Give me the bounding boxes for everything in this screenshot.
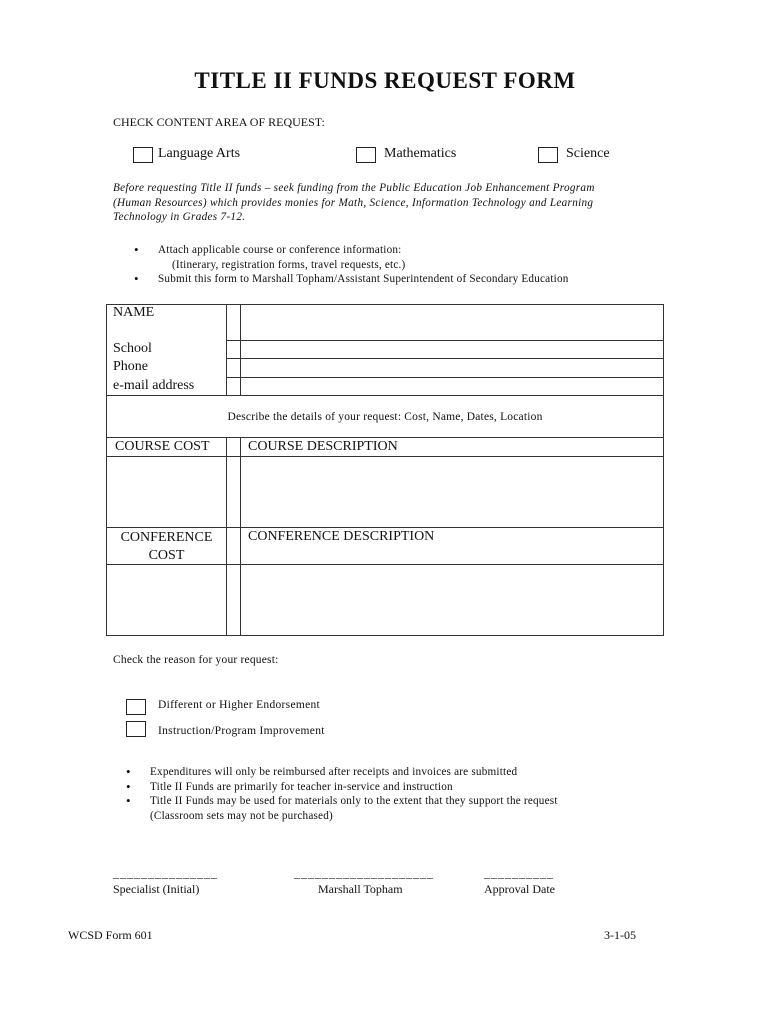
form-date: 3-1-05 (604, 928, 636, 942)
topham-signature-line[interactable]: ____________________ (294, 866, 434, 880)
notes-list (126, 764, 660, 823)
specialist-signature-line[interactable]: _______________ (113, 866, 218, 880)
conference-cost-label: CONFERENCE COST (120, 530, 213, 563)
describe-instructions: Describe the details of your request: Cost, Name, Dates, Location (227, 411, 543, 423)
science-label: Science (566, 146, 610, 161)
bullet-icon: • (134, 271, 139, 286)
page-title: TITLE II FUNDS REQUEST FORM (194, 68, 576, 93)
intro-paragraph: Before requesting Title II funds – seek funding from the Public Education Job Enhancement Program (Human Resources) which provides monies for Math, Science, Information Technology and Learning Technology in Grades 7-12. (113, 182, 595, 223)
note-item: • Title II Funds may be used for materials only to the extent that they support the request (126, 793, 558, 808)
topham-label: Marshall Topham (318, 882, 403, 896)
school-label: School (113, 341, 152, 356)
conference-description-label: CONFERENCE DESCRIPTION (248, 529, 435, 544)
instruction-item: • Submit this form to Marshall Topham/Assistant Superintendent of Secondary Education (134, 271, 569, 286)
email-field[interactable] (242, 379, 662, 394)
approval-date-line[interactable]: __________ (484, 866, 554, 880)
note-item: • Expenditures will only be reimbursed after receipts and invoices are submitted (126, 764, 518, 779)
mathematics-label: Mathematics (384, 146, 457, 161)
form-id: WCSD Form 601 (68, 928, 153, 942)
bullet-icon: • (126, 764, 131, 779)
instruction-improvement-label: Instruction/Program Improvement (158, 725, 325, 737)
science-checkbox[interactable] (538, 147, 558, 163)
name-label: NAME (113, 305, 155, 320)
instruction-item: • Attach applicable course or conference information: (134, 242, 402, 257)
endorsement-checkbox[interactable] (126, 699, 146, 715)
name-field[interactable] (242, 306, 662, 339)
reason-heading: Check the reason for your request: (113, 654, 279, 666)
school-field[interactable] (242, 342, 662, 357)
phone-field[interactable] (242, 360, 662, 376)
conference-description-field[interactable] (242, 566, 662, 634)
note-subitem: (Classroom sets may not be purchased) (150, 809, 333, 822)
conference-cost-field[interactable] (108, 566, 225, 634)
phone-label: Phone (113, 359, 148, 374)
approval-date-label: Approval Date (484, 882, 555, 896)
course-cost-field[interactable] (108, 458, 225, 526)
course-description-field[interactable] (242, 458, 662, 526)
specialist-label: Specialist (Initial) (113, 882, 200, 896)
instruction-subitem: (Itinerary, registration forms, travel requests, etc.) (172, 258, 406, 271)
bullet-icon: • (126, 778, 131, 794)
instructions-list (134, 242, 658, 287)
instruction-improvement-checkbox[interactable] (126, 721, 146, 737)
language-arts-label: Language Arts (158, 146, 241, 161)
language-arts-checkbox[interactable] (133, 147, 153, 163)
course-cost-label: COURSE COST (115, 439, 210, 454)
endorsement-label: Different or Higher Endorsement (158, 699, 321, 711)
email-label: e-mail address (113, 378, 195, 393)
mathematics-checkbox[interactable] (356, 147, 376, 163)
bullet-icon: • (126, 793, 131, 808)
content-area-heading: CHECK CONTENT AREA OF REQUEST: (113, 115, 325, 129)
bullet-icon: • (134, 242, 139, 257)
course-description-label: COURSE DESCRIPTION (248, 439, 398, 454)
note-item: • Title II Funds are primarily for teacher in-service and instruction (126, 778, 453, 794)
